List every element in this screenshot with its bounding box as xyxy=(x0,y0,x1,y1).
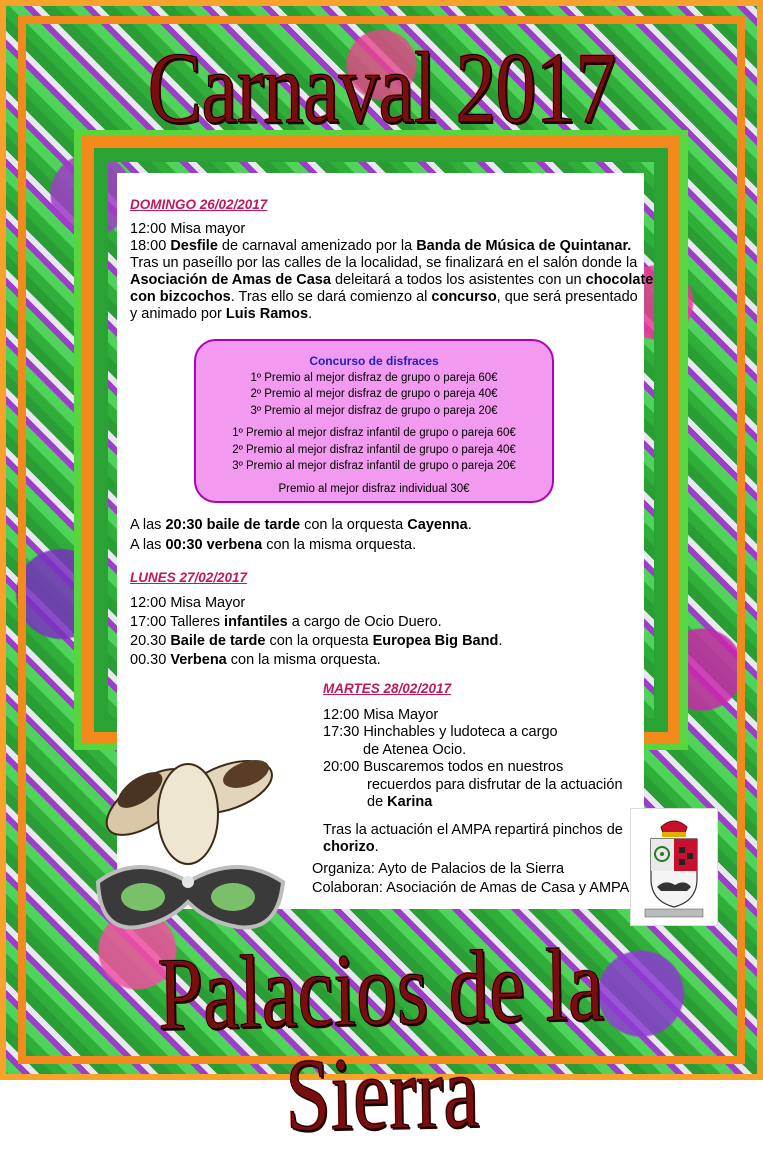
feather-mask-icon xyxy=(78,732,308,962)
footer-title: Palacios de la Sierra xyxy=(157,927,605,1154)
contest-prize-6: 3º Premio al mejor disfraz infantil de grupo o pareja 20€ xyxy=(232,460,516,472)
monday-line-3: 20.30 Baile de tarde con la orquesta Europea Big Band. xyxy=(130,633,503,649)
contest-prize-4: 1º Premio al mejor disfraz infantil de grupo o pareja 60€ xyxy=(232,427,516,439)
sunday-line-1: 12:00 Misa mayor xyxy=(130,221,246,237)
monday-line-1: 12:00 Misa Mayor xyxy=(130,595,246,611)
tuesday-heading: MARTES 28/02/2017 xyxy=(323,681,452,696)
monday-line-4: 00.30 Verbena con la misma orquesta. xyxy=(130,652,381,668)
collaborators-line: Colaboran: Asociación de Amas de Casa y AMPA xyxy=(312,880,630,896)
organizer-line: Organiza: Ayto de Palacios de la Sierra xyxy=(312,861,565,877)
tuesday-section xyxy=(323,680,623,857)
sunday-line-2: 18:00 Desfile de carnaval amenizado por la Banda de Música de Quintanar. xyxy=(130,238,632,254)
sunday-line-3: Tras un paseíllo por las calles de la localidad, se finalizará en el salón donde la xyxy=(130,255,638,271)
sunday-heading: DOMINGO 26/02/2017 xyxy=(130,197,268,212)
tuesday-line-3: de Atenea Ocio. xyxy=(363,741,467,758)
sunday-line-6: y animado por Luis Ramos. xyxy=(130,306,313,322)
tuesday-line-8: chorizo. xyxy=(323,839,379,855)
monday-section xyxy=(130,568,502,670)
sunday-line-4: Asociación de Amas de Casa deleitará a todos los asistentes con un chocolate xyxy=(130,272,654,288)
tuesday-line-5: recuerdos para disfrutar de la actuación xyxy=(367,776,623,793)
monday-heading: LUNES 27/02/2017 xyxy=(130,570,248,585)
contest-prize-1: 1º Premio al mejor disfraz de grupo o pareja 60€ xyxy=(250,371,498,384)
coat-of-arms-icon xyxy=(630,808,718,926)
evening-line-2: A las 00:30 verbena con la misma orquesta. xyxy=(130,537,417,553)
sunday-section xyxy=(130,196,653,323)
contest-prize-3: 3º Premio al mejor disfraz de grupo o pareja 20€ xyxy=(250,404,498,417)
sunday-evening xyxy=(130,515,472,555)
monday-line-2: 17:00 Talleres infantiles a cargo de Ocio Duero. xyxy=(130,614,442,630)
sunday-line-5: con bizcochos. Tras ello se dará comienzo al concurso, que será presentado xyxy=(130,289,638,305)
tuesday-line-1: 12:00 Misa Mayor xyxy=(323,706,439,723)
contest-box xyxy=(194,339,554,503)
evening-line-1: A las 20:30 baile de tarde con la orquesta Cayenna. xyxy=(130,517,472,533)
tuesday-line-4: 20:00 Buscaremos todos en nuestros xyxy=(323,759,564,775)
tuesday-line-7: Tras la actuación el AMPA repartirá pinchos de xyxy=(323,821,623,838)
poster-title: Carnaval 2017 xyxy=(147,32,616,145)
contest-prize-2: 2º Premio al mejor disfraz de grupo o pareja 40€ xyxy=(250,388,498,400)
organizers xyxy=(312,860,629,898)
tuesday-line-6: de Karina xyxy=(367,794,433,810)
contest-prize-7: Premio al mejor disfraz individual 30€ xyxy=(278,482,470,495)
contest-title: Concurso de disfraces xyxy=(309,354,439,368)
tuesday-line-2: 17:30 Hinchables y ludoteca a cargo xyxy=(323,724,558,740)
contest-prize-5: 2º Premio al mejor disfraz infantil de grupo o pareja 40€ xyxy=(232,443,516,456)
